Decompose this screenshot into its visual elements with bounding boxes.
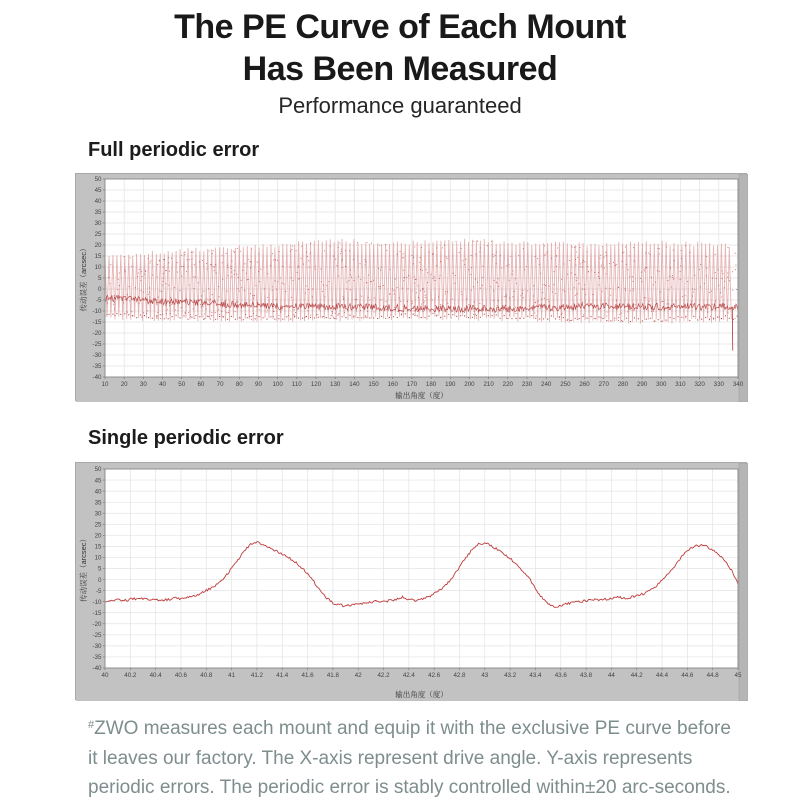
svg-text:40.6: 40.6 <box>174 672 187 679</box>
svg-text:0: 0 <box>98 576 102 584</box>
svg-text:20: 20 <box>94 242 102 250</box>
svg-text:42.6: 42.6 <box>428 672 441 679</box>
svg-text:0: 0 <box>98 286 102 294</box>
svg-text:传动误差（arcsec）: 传动误差（arcsec） <box>79 244 88 312</box>
svg-text:44: 44 <box>607 672 615 679</box>
svg-text:90: 90 <box>255 381 262 388</box>
svg-text:42.4: 42.4 <box>402 672 415 679</box>
svg-text:15: 15 <box>94 543 102 551</box>
svg-text:44.6: 44.6 <box>681 672 694 679</box>
svg-text:45: 45 <box>94 477 102 485</box>
svg-text:40.2: 40.2 <box>124 672 137 679</box>
svg-text:-35: -35 <box>92 363 102 371</box>
svg-text:280: 280 <box>617 381 629 388</box>
svg-text:-10: -10 <box>92 308 102 316</box>
svg-text:20: 20 <box>94 532 102 540</box>
svg-text:40: 40 <box>101 672 109 679</box>
svg-text:-25: -25 <box>92 341 102 349</box>
svg-text:310: 310 <box>675 381 686 388</box>
svg-text:30: 30 <box>94 510 102 518</box>
svg-text:41.8: 41.8 <box>326 672 339 679</box>
svg-text:42: 42 <box>354 672 362 679</box>
svg-text:43.4: 43.4 <box>529 672 542 679</box>
svg-text:270: 270 <box>598 381 609 388</box>
svg-text:130: 130 <box>330 381 341 388</box>
svg-text:260: 260 <box>579 381 590 388</box>
section-label-full-periodic-error: Full periodic error <box>88 139 260 161</box>
svg-text:40: 40 <box>94 488 102 496</box>
full-periodic-error-plot <box>76 174 748 402</box>
svg-text:输出角度（度）: 输出角度（度） <box>395 391 448 400</box>
svg-text:160: 160 <box>387 381 398 388</box>
svg-text:40.4: 40.4 <box>149 672 162 679</box>
svg-text:41.4: 41.4 <box>276 672 289 679</box>
svg-text:35: 35 <box>94 209 102 217</box>
svg-text:60: 60 <box>197 381 205 388</box>
svg-text:230: 230 <box>521 381 533 388</box>
svg-text:50: 50 <box>94 466 102 474</box>
svg-text:200: 200 <box>464 381 475 388</box>
svg-text:240: 240 <box>541 381 552 388</box>
svg-text:5: 5 <box>98 565 102 573</box>
svg-text:41.6: 41.6 <box>301 672 314 679</box>
svg-text:10: 10 <box>101 381 109 388</box>
svg-text:40.8: 40.8 <box>200 672 213 679</box>
svg-text:30: 30 <box>94 220 102 228</box>
svg-text:290: 290 <box>636 381 648 388</box>
svg-text:41.2: 41.2 <box>250 672 263 679</box>
svg-text:-5: -5 <box>95 587 102 595</box>
svg-text:220: 220 <box>502 381 513 388</box>
svg-text:41: 41 <box>228 672 236 679</box>
footnote-text: ZWO measures each mount and equip it with the exclusive PE curve before it leaves our factory. The X-axis represent drive angle. Y-axis represents periodic errors. The periodic error is stably controlled within±20 arc-seconds. <box>88 718 731 798</box>
svg-text:150: 150 <box>368 381 379 388</box>
svg-text:140: 140 <box>349 381 360 388</box>
svg-text:-20: -20 <box>92 620 102 628</box>
svg-text:45: 45 <box>734 672 742 679</box>
svg-text:43.6: 43.6 <box>554 672 567 679</box>
svg-text:-40: -40 <box>92 665 102 673</box>
svg-text:-30: -30 <box>92 352 102 360</box>
svg-text:30: 30 <box>139 381 147 388</box>
svg-text:10: 10 <box>94 554 102 562</box>
svg-text:50: 50 <box>94 176 102 184</box>
svg-text:190: 190 <box>445 381 456 388</box>
footnote <box>88 711 736 803</box>
svg-text:43.2: 43.2 <box>504 672 517 679</box>
svg-text:-15: -15 <box>92 319 102 327</box>
svg-text:120: 120 <box>310 381 322 388</box>
svg-text:180: 180 <box>425 381 437 388</box>
single-periodic-error-chart-panel <box>75 462 747 700</box>
svg-text:43.8: 43.8 <box>580 672 593 679</box>
svg-text:-5: -5 <box>95 297 102 305</box>
svg-text:输出角度（度）: 输出角度（度） <box>395 690 448 699</box>
full-periodic-error-chart-panel <box>75 173 747 401</box>
svg-text:320: 320 <box>694 381 705 388</box>
svg-text:-15: -15 <box>92 609 102 617</box>
svg-text:-40: -40 <box>92 374 102 382</box>
svg-text:70: 70 <box>216 381 224 388</box>
svg-text:35: 35 <box>94 499 102 507</box>
svg-text:110: 110 <box>291 381 302 388</box>
svg-text:210: 210 <box>483 381 494 388</box>
page-title-line2: Has Been Measured <box>242 50 558 88</box>
svg-text:传动误差（arcsec）: 传动误差（arcsec） <box>79 534 88 603</box>
svg-text:-30: -30 <box>92 643 102 651</box>
page-subtitle: Performance guaranteed <box>278 93 522 118</box>
single-periodic-error-plot <box>76 463 748 701</box>
svg-text:300: 300 <box>656 381 667 388</box>
svg-text:43: 43 <box>481 672 489 679</box>
svg-text:44.8: 44.8 <box>706 672 719 679</box>
svg-text:42.2: 42.2 <box>377 672 390 679</box>
svg-text:40: 40 <box>94 198 102 206</box>
svg-text:20: 20 <box>120 381 128 388</box>
svg-text:-20: -20 <box>92 330 102 338</box>
svg-text:170: 170 <box>406 381 418 388</box>
section-label-single-periodic-error: Single periodic error <box>88 427 284 449</box>
svg-text:-25: -25 <box>92 632 102 640</box>
svg-text:-10: -10 <box>92 598 102 606</box>
svg-text:42.8: 42.8 <box>453 672 466 679</box>
svg-text:50: 50 <box>178 381 186 388</box>
svg-text:-35: -35 <box>92 654 102 662</box>
svg-text:45: 45 <box>94 187 102 195</box>
svg-text:100: 100 <box>272 381 283 388</box>
svg-text:25: 25 <box>94 231 102 239</box>
svg-text:25: 25 <box>94 521 102 529</box>
svg-text:340: 340 <box>732 381 744 388</box>
svg-text:10: 10 <box>94 264 102 272</box>
svg-text:15: 15 <box>94 253 102 261</box>
footnote-marker: # <box>88 719 95 731</box>
svg-text:40: 40 <box>159 381 166 388</box>
svg-text:44.4: 44.4 <box>656 672 669 679</box>
svg-text:250: 250 <box>560 381 571 388</box>
svg-text:5: 5 <box>98 275 102 283</box>
svg-text:330: 330 <box>713 381 724 388</box>
page-title <box>0 6 800 90</box>
page-title-line1: The PE Curve of Each Mount <box>174 8 626 46</box>
svg-text:80: 80 <box>235 381 243 388</box>
svg-text:44.2: 44.2 <box>630 672 643 679</box>
